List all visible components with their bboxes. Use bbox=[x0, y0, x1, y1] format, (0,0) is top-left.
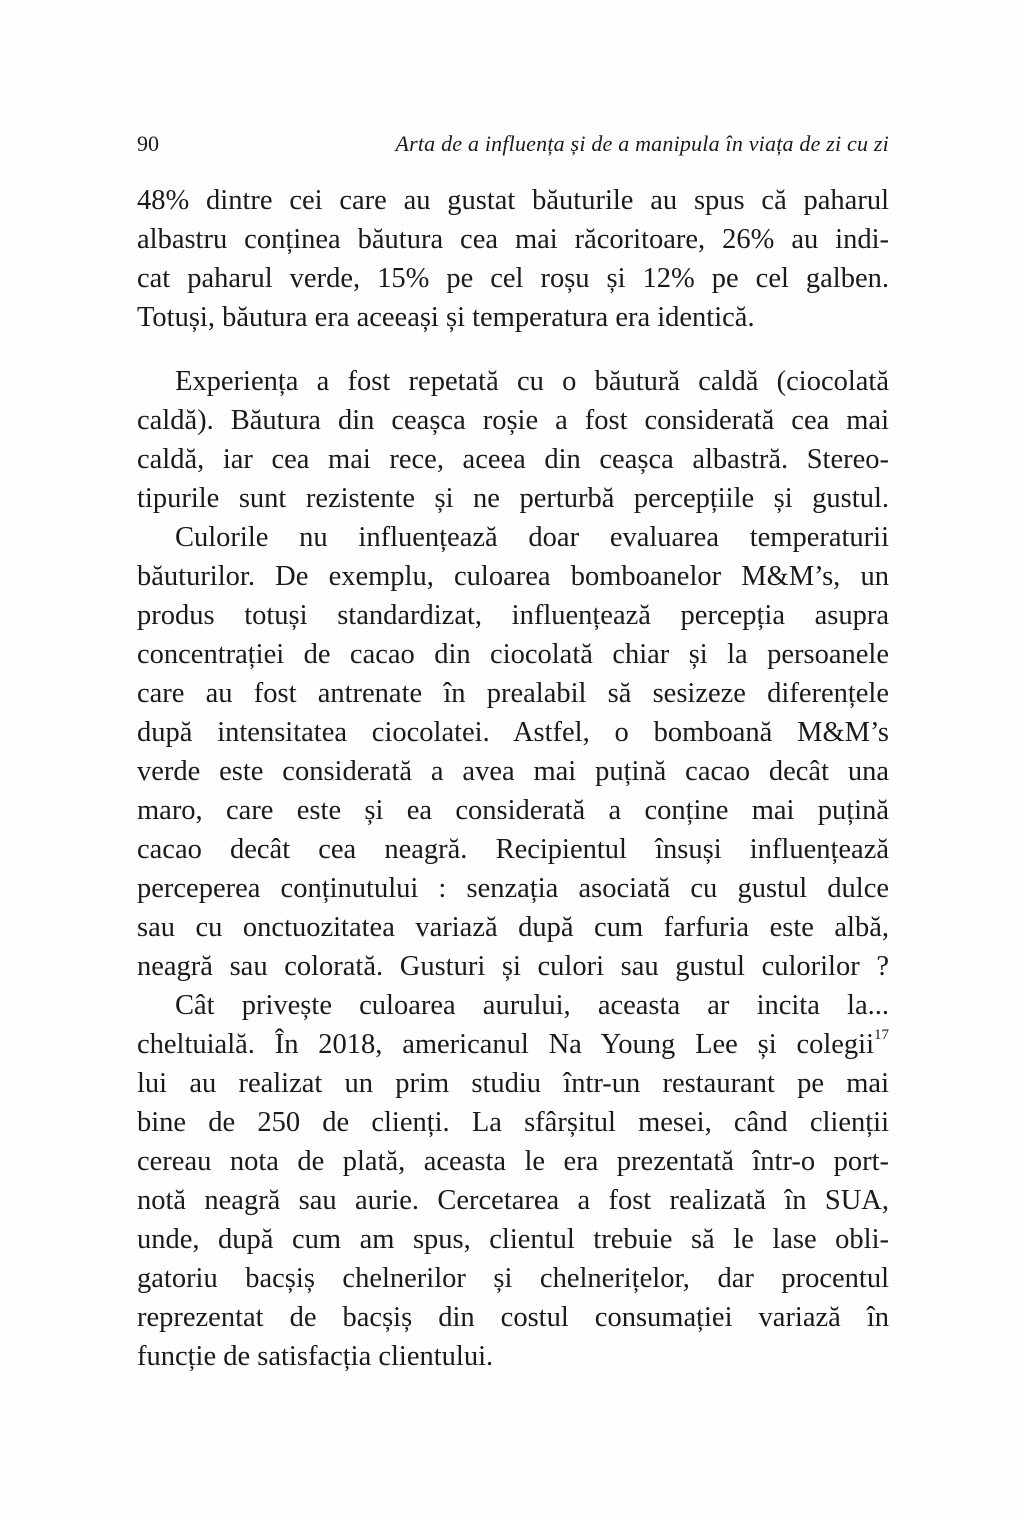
paragraph-1 bbox=[137, 181, 889, 337]
text-line-content: cheltuială. În 2018, americanul Na Young Lee și colegii bbox=[137, 1029, 874, 1060]
text-line: Totuși, băutura era aceeași și temperatura era identică. bbox=[137, 302, 755, 333]
text-line: gatoriu bacșiș chelnerilor și chelnerițelor, dar procentul bbox=[137, 1263, 889, 1294]
text-line: produs totuși standardizat, influențează percepția asupra bbox=[137, 600, 889, 631]
body-text-main bbox=[137, 362, 889, 1376]
text-line: albastru conținea băutura cea mai răcoritoare, 26% au indi- bbox=[137, 224, 889, 255]
text-line: funcție de satisfacția clientului. bbox=[137, 1341, 494, 1372]
running-head bbox=[137, 126, 889, 162]
text-line: 48% dintre cei care au gustat băuturile au spus că paharul bbox=[137, 185, 889, 216]
running-title: Arta de a influența și de a manipula în viața de zi cu zi bbox=[395, 131, 889, 156]
text-line: Cât privește culoarea aurului, aceasta ar incita la... bbox=[175, 990, 889, 1021]
text-line: concentrației de cacao din ciocolată chiar și la persoanele bbox=[137, 639, 889, 670]
footnote-reference[interactable]: 17 bbox=[874, 1027, 889, 1043]
paragraph-2 bbox=[137, 362, 889, 518]
page-number: 90 bbox=[137, 131, 159, 156]
text-line: lui au realizat un prim studiu într-un restaurant pe mai bbox=[137, 1068, 889, 1099]
text-line: care au fost antrenate în prealabil să sesizeze diferențele bbox=[137, 678, 889, 709]
text-line: cereau nota de plată, aceasta le era prezentată într-o port- bbox=[137, 1146, 889, 1177]
text-line: sau cu onctuozitatea variază după cum farfuria este albă, bbox=[137, 912, 889, 943]
text-line: unde, după cum am spus, clientul trebuie să le lase obli- bbox=[137, 1224, 889, 1255]
text-line: băuturilor. De exemplu, culoarea bomboanelor M&M’s, un bbox=[137, 561, 889, 592]
text-line: reprezentat de bacșiș din costul consumației variază în bbox=[137, 1302, 889, 1333]
text-line: maro, care este și ea considerată a conține mai puțină bbox=[137, 795, 889, 826]
text-line-with-footnote bbox=[137, 1025, 889, 1064]
text-line: caldă, iar cea mai rece, aceea din ceașca albastră. Stereo- bbox=[137, 444, 889, 475]
body-text-top bbox=[137, 181, 889, 337]
text-line: Experiența a fost repetată cu o băutură caldă (ciocolată bbox=[175, 366, 889, 397]
paragraph-4 bbox=[137, 986, 889, 1376]
text-line: verde este considerată a avea mai puțină cacao decât una bbox=[137, 756, 889, 787]
text-line: caldă). Băutura din ceașca roșie a fost considerată cea mai bbox=[137, 405, 889, 436]
text-line: perceperea conținutului : senzația asociată cu gustul dulce bbox=[137, 873, 889, 904]
text-line: bine de 250 de clienți. La sfârșitul mesei, când clienții bbox=[137, 1107, 889, 1138]
text-line: după intensitatea ciocolatei. Astfel, o bomboană M&M’s bbox=[137, 717, 889, 748]
text-line: neagră sau colorată. Gusturi și culori sau gustul culorilor ? bbox=[137, 951, 889, 982]
text-line: cacao decât cea neagră. Recipientul însuși influențează bbox=[137, 834, 889, 865]
text-line: notă neagră sau aurie. Cercetarea a fost realizată în SUA, bbox=[137, 1185, 889, 1216]
text-line: Culorile nu influențează doar evaluarea temperaturii bbox=[175, 522, 889, 553]
text-line: cat paharul verde, 15% pe cel roșu și 12% pe cel galben. bbox=[137, 263, 889, 294]
text-line: tipurile sunt rezistente și ne perturbă percepțiile și gustul. bbox=[137, 483, 889, 514]
paragraph-3 bbox=[137, 518, 889, 986]
